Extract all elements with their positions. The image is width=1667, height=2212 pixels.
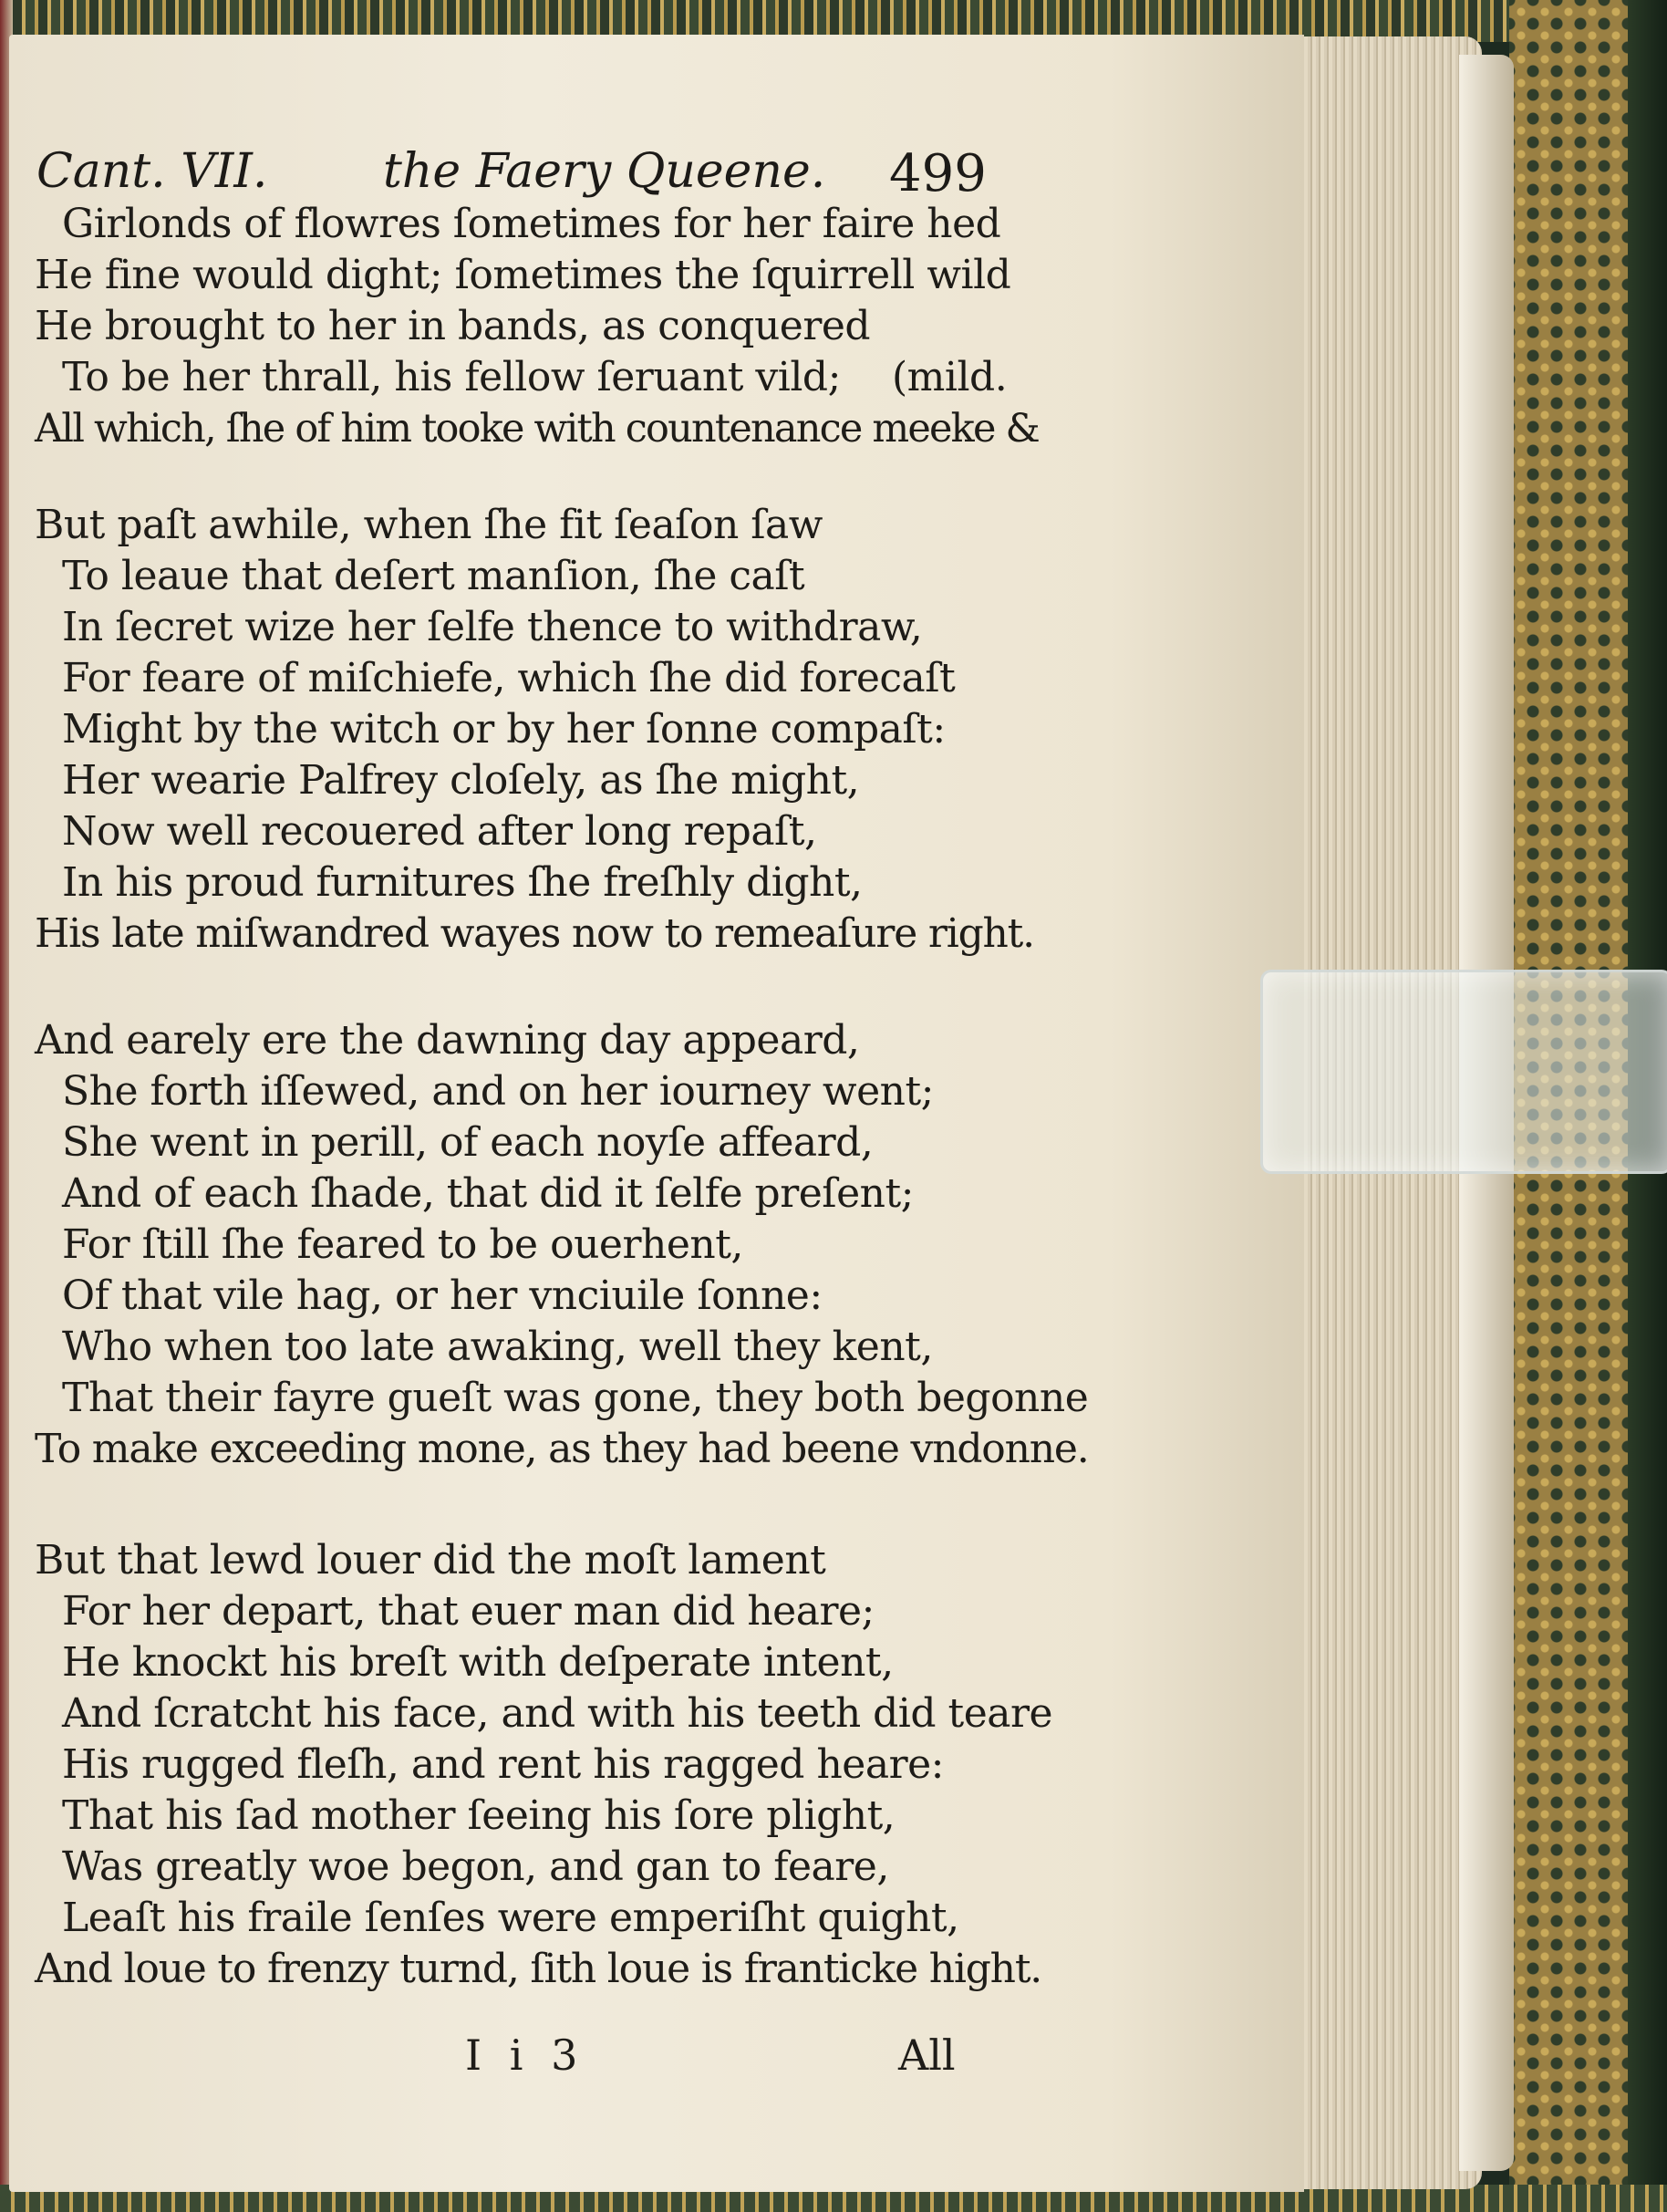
verse-line: Now well recouered after long repaſt, [62,808,817,855]
verse-line: He brought to her in bands, as conquered [35,303,871,349]
verse-line-text: To be her thrall, his fellow ſeruant vild; [62,354,841,400]
verse-line: Of that vile hag, or her vnciuile ſonne: [62,1272,823,1319]
verse-line: Who when too late awaking, well they kent, [62,1324,933,1370]
turnover-word: (mild. [892,354,1008,400]
verse-line: Leaſt his fraile ſenſes were emperiſht quight, [62,1895,959,1941]
verse-line: His late miſwandred wayes now to remeaſure right. [35,910,1034,957]
verse-line: He fine would dight; ſometimes the ſquirrell wild [35,252,1011,298]
verse-line: And of each ſhade, that did it ſelfe preſent; [62,1170,914,1217]
book-title: the Faery Queene. [383,144,826,199]
verse-line: She went in perill, of each noyſe affeard, [62,1119,874,1166]
stanza-4 [35,1535,1053,1995]
verse-line: To leaue that deſert manſion, ſhe caſt [62,553,805,599]
verse-line: All which, ſhe of him tooke with countenance meeke & [35,406,1039,452]
verse-line: For ſtill ſhe feared to be ouerhent, [62,1221,743,1268]
canto-label: Cant. VII. [36,144,268,199]
verse-line: That his ſad mother ſeeing his ſore plight, [62,1792,896,1839]
stanza-2 [35,500,1034,960]
page-number: 499 [889,144,987,203]
verse-line: She forth iſſewed, and on her iourney went; [62,1068,934,1115]
verse-line: Might by the witch or by her ſonne compaſt: [62,706,946,753]
verse-line: For feare of miſchiefe, which ſhe did forecaſt [62,655,956,701]
verse-line: That their fayre gueſt was gone, they both begonne [62,1375,1089,1421]
verse-line: His rugged fleſh, and rent his ragged heare: [62,1741,944,1788]
verse-line: Her wearie Palfrey cloſely, as ſhe might, [62,757,860,804]
verse-line: In ſecret wize her ſelfe thence to withdraw, [62,604,923,650]
verse-line: And loue to frenzy turnd, ſith loue is franticke hight. [35,1946,1042,1992]
verse-line: But paſt awhile, when ſhe fit ſeaſon ſaw [35,502,823,548]
verse-line: Was greatly woe begon, and gan to feare, [62,1843,889,1890]
book-page [9,35,1304,2192]
page-footer [36,2030,1003,2094]
verse-line: To make exceeding mone, as they had beene vndonne. [35,1426,1089,1472]
verse-line: And earely ere the dawning day appeard, [35,1017,860,1064]
verse-line: For her depart, that euer man did heare; [62,1588,875,1635]
verse-line: He knockt his breſt with deſperate intent, [62,1639,894,1686]
stanza-3 [35,1015,1089,1475]
catchword: All [898,2030,956,2080]
verse-line: But that lewd louer did the moſt lament [35,1537,826,1584]
verse-line: Girlonds of flowres ſometimes for her faire hed [62,201,1001,247]
signature-mark: I i 3 [465,2030,585,2080]
verse-line: And ſcratcht his face, and with his teeth did teare [62,1690,1053,1737]
page-weight [1260,970,1667,1174]
verse-line: In his proud furnitures ſhe freſhly dight, [62,859,863,906]
stanza-1 [35,199,1039,454]
verse-line [35,352,1008,403]
